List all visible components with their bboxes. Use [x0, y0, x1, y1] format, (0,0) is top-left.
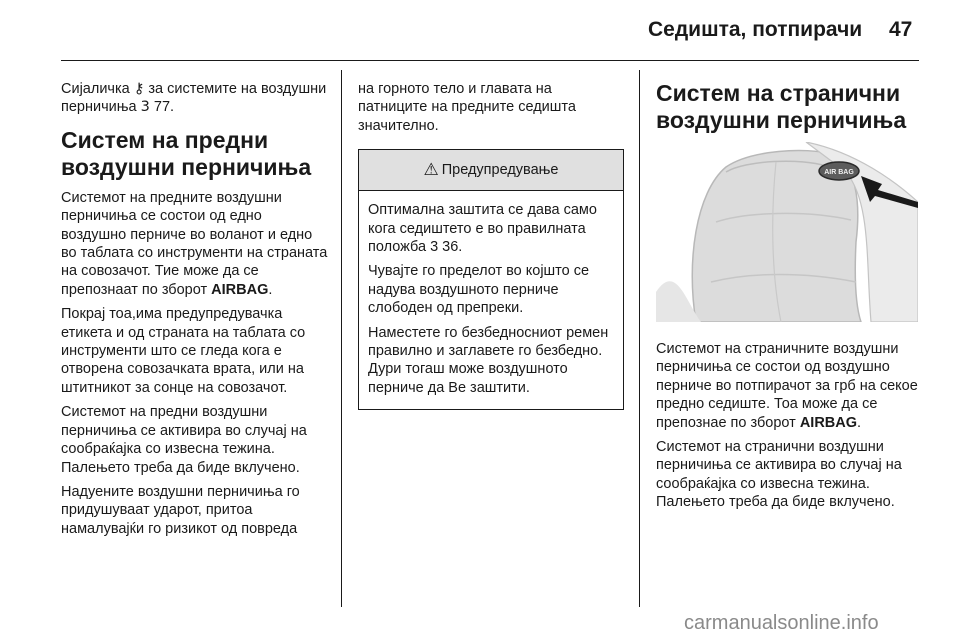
airbag-indicator-icon: ⚷: [133, 81, 145, 97]
warning-title: Предупредување: [441, 162, 559, 179]
front-airbag-heading: Систем на предни воздушни перничиња: [61, 126, 312, 180]
seat-airbag-illustration: [656, 142, 918, 322]
airbag-lamp-paragraph: Сијаличка ⚷ за системите на воздушни перничиња 3 77.: [61, 81, 327, 116]
front-airbag-paragraph-continued: на горното тело и главата на патниците на предните седишта значително.: [358, 81, 576, 134]
warning-paragraph-2: Чувајте го пределот во којшто се надува воздушното перниче слободен од препреки.: [368, 263, 590, 317]
warning-paragraph-3: Наместете го безбедносниот ремен правилно и заглавете го безбедно. Дури тогаш може воздушното перниче да Ве заштити.: [368, 324, 609, 396]
middle-column: [358, 80, 624, 410]
warning-body: [359, 191, 623, 409]
airbag-label-text: AIR BAG: [824, 169, 854, 176]
header-rule: [61, 60, 919, 61]
side-airbag-heading: Систем на странични воздушни перничиња: [656, 80, 907, 133]
side-airbag-paragraph-2: Системот на странични воздушни перничиња се активира во случај на сообраќајка со извесна тежина. Палењето треба да биде вклучено.: [656, 439, 902, 511]
page-number: 47: [889, 18, 913, 41]
page-ref-arrow-icon: 3: [140, 99, 150, 116]
warning-header: [359, 150, 623, 191]
warning-box: [358, 149, 624, 410]
side-airbag-paragraph-1: Системот на страничните воздушни перничиња се состои од воздушно перниче во потпирачот за грб на секое предно седиште. Тоа може да се препознае по зборот AIRBAG.: [656, 341, 918, 431]
page-header-title: Седишта, потпирачи: [648, 18, 863, 41]
watermark: carmanualsonline.info: [684, 612, 879, 634]
front-airbag-paragraph-2: Покрај тоа,има предупредувачка етикета и од страната на таблата со инструменти што се гледа кога е отворена совозачката врата, или на штитникот за сонце на совозачот.: [61, 306, 306, 396]
column-divider-right: [639, 70, 640, 607]
front-airbag-paragraph-1: Системот на предните воздушни перничиња се состои од едно воздушно перниче во воланот и едно во таблата со инструменти на страната на совозачот. Тие може да се препознаат по зборот AIRBAG.: [61, 189, 328, 298]
column-divider-left: [341, 70, 342, 607]
front-airbag-paragraph-4: Надуените воздушни перничиња го придушуваат ударот, притоа намалувајќи го ризикот од повреда: [61, 483, 300, 537]
warning-paragraph-1: Оптимална заштита се дава само кога седиштето е во правилната положба 3 36.: [368, 202, 597, 256]
warning-triangle-icon: ⚠: [423, 160, 439, 181]
right-column: [656, 80, 920, 518]
page-ref-arrow-icon: 3: [430, 239, 439, 256]
left-column: [61, 80, 329, 544]
front-airbag-paragraph-3: Системот на предни воздушни перничиња се активира во случај на сообраќајка со извесна тежина. Палењето треба да биде вклучено.: [61, 404, 307, 476]
